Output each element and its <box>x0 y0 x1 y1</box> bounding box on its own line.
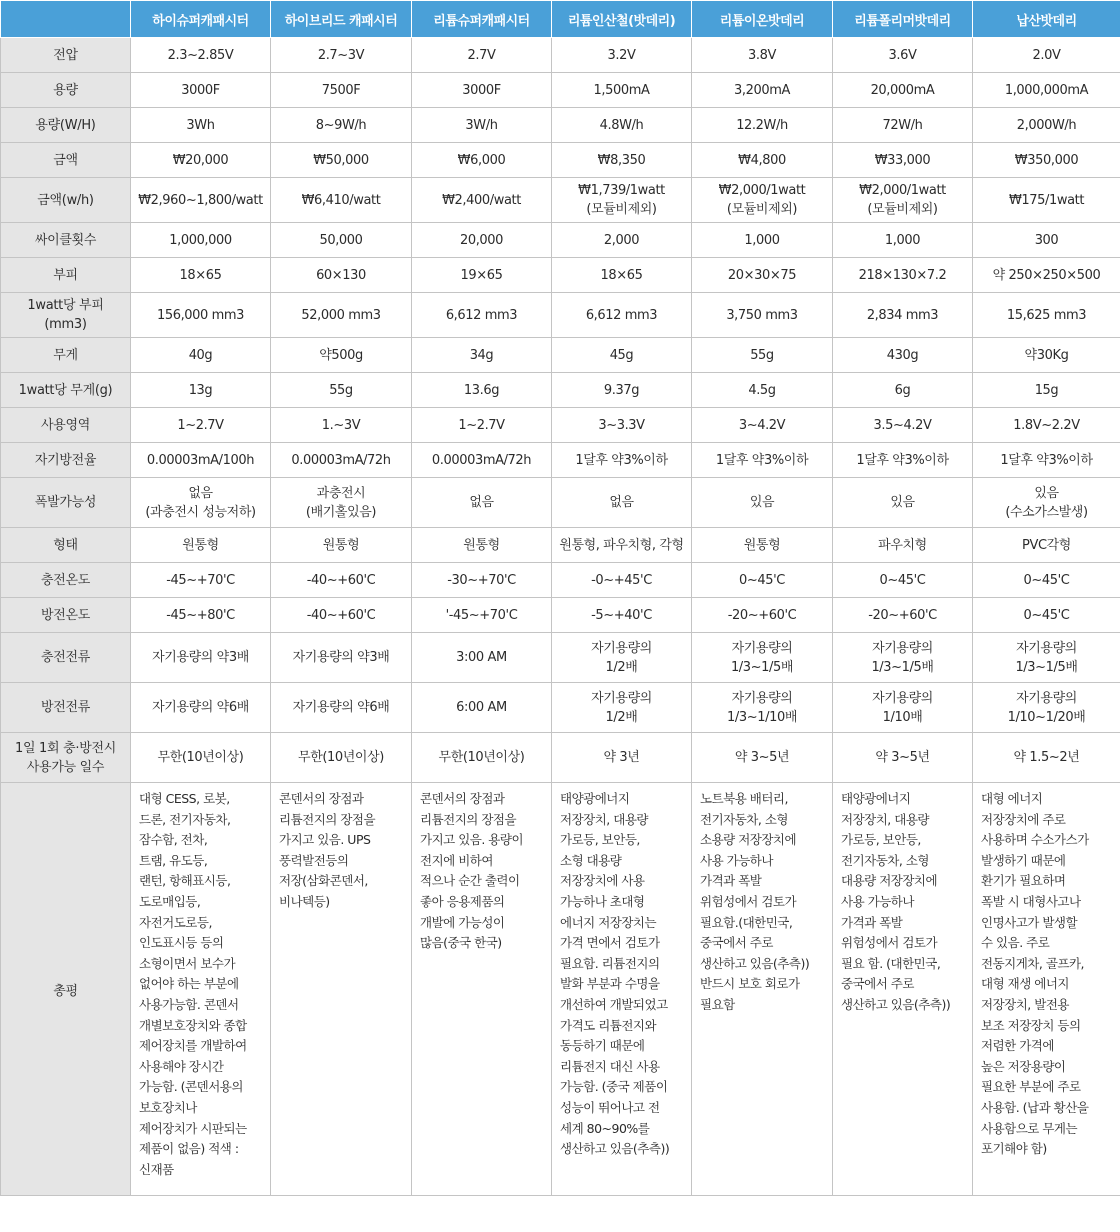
table-cell: ₩8,350 <box>552 143 692 178</box>
table-cell: -45~+80'C <box>131 598 271 633</box>
table-cell: 1~2.7V <box>412 408 552 443</box>
table-cell: 3.5~4.2V <box>833 408 973 443</box>
table-row <box>1 733 1120 783</box>
table-cell: 34g <box>412 338 552 373</box>
table-cell: ₩20,000 <box>131 143 271 178</box>
table-row <box>1 478 1120 528</box>
table-cell: 20,000mA <box>833 73 973 108</box>
table-cell: 3Wh <box>131 108 271 143</box>
header-corner <box>1 1 131 38</box>
table-cell: 55g <box>692 338 833 373</box>
table-cell: 3.6V <box>833 38 973 73</box>
table-cell: 40g <box>131 338 271 373</box>
row-label: 1일 1회 충·방전시 사용가능 일수 <box>1 733 131 783</box>
row-label: 부피 <box>1 258 131 293</box>
column-header: 리튬슈퍼캐패시터 <box>412 1 552 38</box>
table-cell: 50,000 <box>271 223 412 258</box>
column-header: 하이슈퍼캐패시터 <box>131 1 271 38</box>
summary-cell: 대형 CESS, 로봇, 드론, 전기자동차, 잠수함, 전차, 트램, 유도등, 랜턴, 항해표시등, 도로매입등, 자전거도로등, 인도표시등 등의 소형이면서 보수가 없어야 하는 부분에 사용가능함. 콘덴서 개별보호장치와 종합 제어장치를 개발하여 사용해야 장시간 가능함. (콘덴서용의 보호장치나 제어장치가 시판되는 제품이 없음) 적색 : 신재품 <box>131 783 271 1196</box>
table-cell: 1달후 약3%이하 <box>833 443 973 478</box>
table-cell: ₩50,000 <box>271 143 412 178</box>
row-label: 폭발가능성 <box>1 478 131 528</box>
row-label: 방전전류 <box>1 683 131 733</box>
table-cell: 20,000 <box>412 223 552 258</box>
table-row <box>1 223 1120 258</box>
row-label: 방전온도 <box>1 598 131 633</box>
table-cell: 52,000 mm3 <box>271 293 412 338</box>
table-cell: 1,000,000mA <box>973 73 1120 108</box>
column-header: 납산밧데리 <box>973 1 1120 38</box>
table-row <box>1 633 1120 683</box>
table-cell: 60×130 <box>271 258 412 293</box>
summary-label: 총평 <box>1 783 131 1196</box>
table-row <box>1 443 1120 478</box>
table-cell: 무한(10년이상) <box>131 733 271 783</box>
column-header: 하이브리드 캐패시터 <box>271 1 412 38</box>
table-cell: 없음 <box>552 478 692 528</box>
column-header: 리튬폴리머밧데리 <box>833 1 973 38</box>
table-cell: '-45~+70'C <box>412 598 552 633</box>
table-cell: 원통형, 파우치형, 각형 <box>552 528 692 563</box>
table-cell: 약 250×250×500 <box>973 258 1120 293</box>
table-cell: 자기용량의 1/3~1/5배 <box>833 633 973 683</box>
table-cell: 자기용량의 약3배 <box>271 633 412 683</box>
table-cell: 3.8V <box>692 38 833 73</box>
row-label: 금액(w/h) <box>1 178 131 223</box>
table-cell: 2,000W/h <box>973 108 1120 143</box>
table-cell: 18×65 <box>131 258 271 293</box>
table-cell: 자기용량의 1/3~1/10배 <box>692 683 833 733</box>
table-cell: 약 3~5년 <box>833 733 973 783</box>
table-cell: -40~+60'C <box>271 598 412 633</box>
table-cell: 있음 <box>692 478 833 528</box>
table-cell: ₩6,410/watt <box>271 178 412 223</box>
table-cell: 3000F <box>131 73 271 108</box>
table-row <box>1 373 1120 408</box>
table-cell: 3000F <box>412 73 552 108</box>
table-cell: 없음 (과충전시 성능저하) <box>131 478 271 528</box>
table-cell: 7500F <box>271 73 412 108</box>
summary-cell: 태양광에너지 저장장치, 대용량 가로등, 보안등, 전기자동차, 소형 대용량 저장장치에 사용 가능하나 가격과 폭발 위험성에서 검토가 필요 함. (대한민국, 중국에서 주로 생산하고 있음(추측)) <box>833 783 973 1196</box>
summary-cell: 대형 에너지 저장장치에 주로 사용하며 수소가스가 발생하기 때문에 환기가 필요하며 폭발 시 대형사고나 인명사고가 발생할 수 있음. 주로 전동지게차, 골프카, 대형 재생 에너지 저장장치, 발전용 보조 저장장치 등의 저렴한 가격에 높은 저장용량이 필요한 부분에 주로 사용함. (납과 황산을 사용함으로 무게는 포기해야 함) <box>973 783 1120 1196</box>
table-cell: 3W/h <box>412 108 552 143</box>
table-row <box>1 528 1120 563</box>
table-cell: 12.2W/h <box>692 108 833 143</box>
summary-row <box>1 783 1120 1196</box>
table-cell: 0.00003mA/72h <box>412 443 552 478</box>
table-cell: 3:00 AM <box>412 633 552 683</box>
table-cell: 자기용량의 약6배 <box>271 683 412 733</box>
table-row <box>1 338 1120 373</box>
table-cell: 원통형 <box>131 528 271 563</box>
table-cell: 0.00003mA/100h <box>131 443 271 478</box>
table-cell: 55g <box>271 373 412 408</box>
table-cell: 1달후 약3%이하 <box>552 443 692 478</box>
table-cell: -0~+45'C <box>552 563 692 598</box>
table-cell: 무한(10년이상) <box>271 733 412 783</box>
table-row <box>1 563 1120 598</box>
table-cell: 원통형 <box>692 528 833 563</box>
row-label: 무게 <box>1 338 131 373</box>
table-cell: 0~45'C <box>973 563 1120 598</box>
table-cell: 4.5g <box>692 373 833 408</box>
table-cell: 없음 <box>412 478 552 528</box>
summary-cell: 태양광에너지 저장장치, 대용량 가로등, 보안등, 소형 대용량 저장장치에 사용 가능하나 초대형 에너지 저장장치는 가격 면에서 검토가 필요함. 리튬전지의 발화 부분과 수명을 개선하여 개발되었고 가격도 리튬전지와 동등하기 때문에 리튬전지 대신 사용 가능함. (중국 제품이 성능이 뛰어나고 전 세계 80~90%를 생산하고 있음(추측)) <box>552 783 692 1196</box>
table-cell: 2.0V <box>973 38 1120 73</box>
table-cell: 430g <box>833 338 973 373</box>
table-cell: ₩2,000/1watt (모듈비제외) <box>833 178 973 223</box>
summary-cell: 콘덴서의 장점과 리튬전지의 장점을 가지고 있음. UPS 풍력발전등의 저장(삼화콘덴서, 비나텍등) <box>271 783 412 1196</box>
table-cell: 1.~3V <box>271 408 412 443</box>
table-cell: -5~+40'C <box>552 598 692 633</box>
table-cell: 1달후 약3%이하 <box>692 443 833 478</box>
table-cell: 6,612 mm3 <box>412 293 552 338</box>
column-header: 리튬이온밧데리 <box>692 1 833 38</box>
table-cell: 과충전시 (배기홀있음) <box>271 478 412 528</box>
table-cell: 6g <box>833 373 973 408</box>
row-label: 1watt당 부피 (mm3) <box>1 293 131 338</box>
table-cell: 자기용량의 약6배 <box>131 683 271 733</box>
table-cell: 2,834 mm3 <box>833 293 973 338</box>
table-row <box>1 108 1120 143</box>
table-cell: 2.7~3V <box>271 38 412 73</box>
table-cell: 파우치형 <box>833 528 973 563</box>
table-body <box>1 38 1120 1196</box>
table-cell: ₩1,739/1watt (모듈비제외) <box>552 178 692 223</box>
table-cell: 무한(10년이상) <box>412 733 552 783</box>
table-cell: 3~3.3V <box>552 408 692 443</box>
table-cell: ₩175/1watt <box>973 178 1120 223</box>
row-label: 금액 <box>1 143 131 178</box>
table-row <box>1 293 1120 338</box>
table-cell: 1.8V~2.2V <box>973 408 1120 443</box>
table-cell: 4.8W/h <box>552 108 692 143</box>
table-cell: 19×65 <box>412 258 552 293</box>
table-cell: 3,200mA <box>692 73 833 108</box>
table-cell: 자기용량의 1/2배 <box>552 683 692 733</box>
table-row <box>1 408 1120 443</box>
table-cell: 13.6g <box>412 373 552 408</box>
table-cell: 1,500mA <box>552 73 692 108</box>
table-row <box>1 143 1120 178</box>
table-row <box>1 683 1120 733</box>
table-cell: 2.3~2.85V <box>131 38 271 73</box>
table-cell: 있음 (수소가스발생) <box>973 478 1120 528</box>
table-cell: -40~+60'C <box>271 563 412 598</box>
table-cell: 2,000 <box>552 223 692 258</box>
table-cell: ₩2,000/1watt (모듈비제외) <box>692 178 833 223</box>
table-cell: 0~45'C <box>973 598 1120 633</box>
table-cell: 있음 <box>833 478 973 528</box>
table-cell: 1,000 <box>833 223 973 258</box>
table-row <box>1 258 1120 293</box>
row-label: 1watt당 무게(g) <box>1 373 131 408</box>
table-cell: 156,000 mm3 <box>131 293 271 338</box>
table-row <box>1 38 1120 73</box>
table-cell: 자기용량의 1/10배 <box>833 683 973 733</box>
table-cell: 3~4.2V <box>692 408 833 443</box>
table-cell: ₩2,400/watt <box>412 178 552 223</box>
table-cell: 자기용량의 1/2배 <box>552 633 692 683</box>
table-row <box>1 598 1120 633</box>
row-label: 자기방전율 <box>1 443 131 478</box>
table-cell: 원통형 <box>271 528 412 563</box>
table-cell: 약30Kg <box>973 338 1120 373</box>
row-label: 전압 <box>1 38 131 73</box>
table-cell: 9.37g <box>552 373 692 408</box>
table-cell: 1~2.7V <box>131 408 271 443</box>
table-cell: ₩6,000 <box>412 143 552 178</box>
table-cell: 2.7V <box>412 38 552 73</box>
table-cell: 0~45'C <box>692 563 833 598</box>
column-header: 리튬인산철(밧데리) <box>552 1 692 38</box>
table-cell: 20×30×75 <box>692 258 833 293</box>
summary-cell: 노트북용 배터리, 전기자동차, 소형 소용량 저장장치에 사용 가능하나 가격과 폭발 위험성에서 검토가 필요함.(대한민국, 중국에서 주로 생산하고 있음(추측)) 반드시 보호 회로가 필요함 <box>692 783 833 1196</box>
row-label: 용량(W/H) <box>1 108 131 143</box>
row-label: 충전전류 <box>1 633 131 683</box>
table-cell: 자기용량의 약3배 <box>131 633 271 683</box>
table-cell: 218×130×7.2 <box>833 258 973 293</box>
table-cell: 약500g <box>271 338 412 373</box>
table-cell: 약 3~5년 <box>692 733 833 783</box>
table-cell: 13g <box>131 373 271 408</box>
table-cell: -30~+70'C <box>412 563 552 598</box>
table-cell: 3,750 mm3 <box>692 293 833 338</box>
header-row <box>1 1 1120 38</box>
table-cell: 0~45'C <box>833 563 973 598</box>
table-cell: 자기용량의 1/10~1/20배 <box>973 683 1120 733</box>
table-cell: -20~+60'C <box>833 598 973 633</box>
table-cell: 72W/h <box>833 108 973 143</box>
table-cell: 18×65 <box>552 258 692 293</box>
table-cell: 3.2V <box>552 38 692 73</box>
table-cell: -20~+60'C <box>692 598 833 633</box>
table-cell: 45g <box>552 338 692 373</box>
table-cell: ₩4,800 <box>692 143 833 178</box>
table-cell: 0.00003mA/72h <box>271 443 412 478</box>
table-cell: ₩2,960~1,800/watt <box>131 178 271 223</box>
row-label: 형태 <box>1 528 131 563</box>
table-cell: 자기용량의 1/3~1/5배 <box>973 633 1120 683</box>
table-cell: 15g <box>973 373 1120 408</box>
table-cell: 6:00 AM <box>412 683 552 733</box>
table-cell: 6,612 mm3 <box>552 293 692 338</box>
row-label: 용량 <box>1 73 131 108</box>
table-cell: 8~9W/h <box>271 108 412 143</box>
table-cell: 1,000 <box>692 223 833 258</box>
table-cell: 약 1.5~2년 <box>973 733 1120 783</box>
table-cell: 약 3년 <box>552 733 692 783</box>
table-cell: PVC각형 <box>973 528 1120 563</box>
table-row <box>1 73 1120 108</box>
table-cell: 300 <box>973 223 1120 258</box>
table-cell: 15,625 mm3 <box>973 293 1120 338</box>
table-cell: -45~+70'C <box>131 563 271 598</box>
row-label: 충전온도 <box>1 563 131 598</box>
table-cell: 자기용량의 1/3~1/5배 <box>692 633 833 683</box>
table-cell: ₩350,000 <box>973 143 1120 178</box>
row-label: 싸이클횟수 <box>1 223 131 258</box>
table-row <box>1 178 1120 223</box>
table-cell: 원통형 <box>412 528 552 563</box>
row-label: 사용영역 <box>1 408 131 443</box>
table-cell: 1달후 약3%이하 <box>973 443 1120 478</box>
table-cell: ₩33,000 <box>833 143 973 178</box>
summary-cell: 콘덴서의 장점과 리튬전지의 장점을 가지고 있음. 용량이 전지에 비하여 적으나 순간 출력이 좋아 응용제품의 개발에 가능성이 많음(중국 한국) <box>412 783 552 1196</box>
table-cell: 1,000,000 <box>131 223 271 258</box>
